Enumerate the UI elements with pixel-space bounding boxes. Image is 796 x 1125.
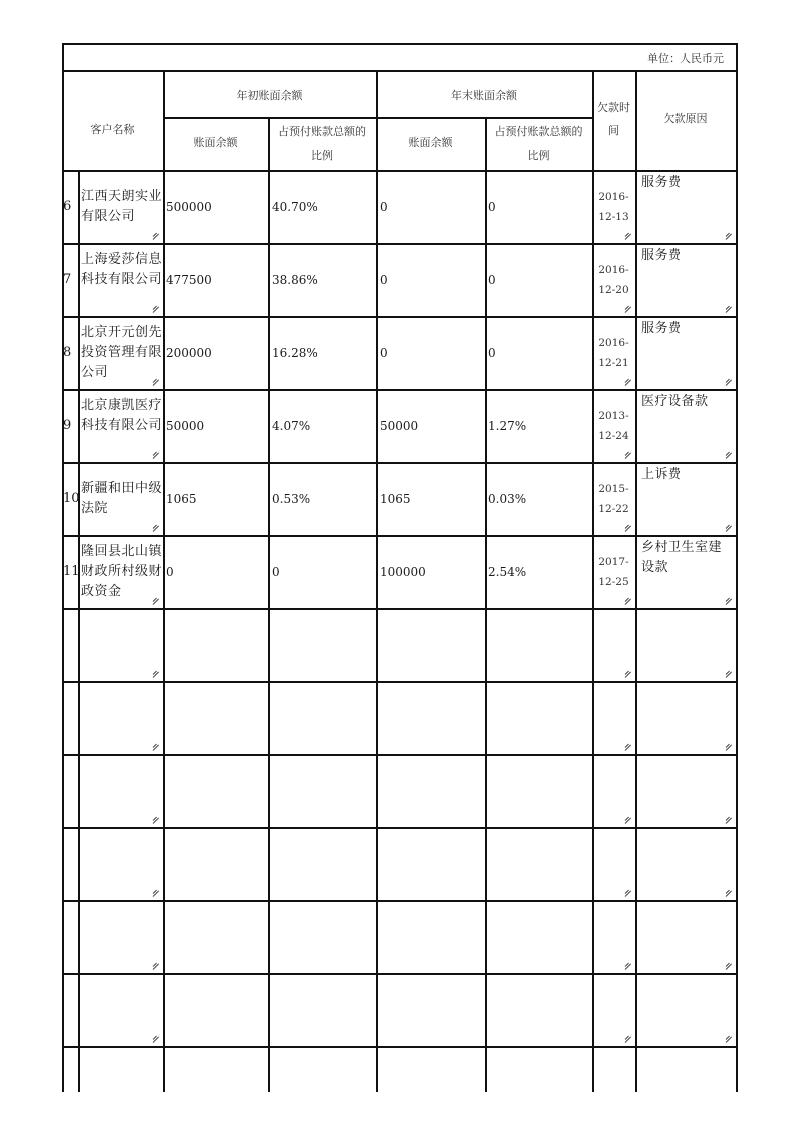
opening-ratio: 4.07% — [272, 418, 311, 433]
grid-line-horizontal — [62, 43, 736, 45]
cell-corner-mark — [153, 890, 160, 897]
row-index: 7 — [63, 271, 72, 287]
closing-ratio-header-line2: 比例 — [527, 149, 550, 162]
cell-corner-mark — [625, 306, 632, 313]
unit-label: 单位：人民币元 — [647, 52, 724, 65]
customer-name: 北京康凯医疗科技有限公司 — [81, 397, 163, 433]
overdue-reason: 上诉费 — [641, 467, 682, 482]
row-index: 10 — [63, 490, 80, 506]
cell-corner-mark — [153, 452, 160, 459]
row-index: 11 — [63, 563, 80, 579]
opening-ratio-header-line1: 占预付账款总额的 — [278, 125, 366, 138]
customer-name: 江西天朗实业有限公司 — [81, 188, 163, 224]
overdue-date-year: 2016- — [598, 336, 629, 349]
cell-corner-mark — [625, 817, 632, 824]
cell-corner-mark — [153, 744, 160, 751]
cell-corner-mark — [153, 963, 160, 970]
customer-name: 北京开元创先投资管理有限公司 — [81, 324, 163, 380]
closing-ratio: 0 — [488, 272, 496, 287]
opening-balance: 200000 — [166, 345, 212, 360]
cell-corner-mark — [625, 890, 632, 897]
customer-name-header: 客户名称 — [90, 123, 135, 136]
opening-balance: 1065 — [166, 491, 197, 506]
opening-ratio: 38.86% — [272, 272, 318, 287]
cell-corner-mark — [153, 598, 160, 605]
row-index: 9 — [63, 417, 72, 433]
opening-balance: 50000 — [166, 418, 205, 433]
cell-corner-mark — [153, 306, 160, 313]
cell-corner-mark — [726, 525, 733, 532]
cell-corner-mark — [726, 817, 733, 824]
closing-balance: 100000 — [380, 564, 426, 579]
cell-corner-mark — [625, 379, 632, 386]
closing-balance: 50000 — [380, 418, 419, 433]
overdue-date-year: 2016- — [598, 263, 629, 276]
overdue-time-header-line2: 间 — [608, 124, 619, 137]
cell-corner-mark — [726, 379, 733, 386]
cell-corner-mark — [625, 233, 632, 240]
overdue-date-day: 12-20 — [598, 283, 629, 296]
cell-corner-mark — [625, 671, 632, 678]
closing-balance: 0 — [380, 272, 388, 287]
overdue-reason: 乡村卫生室建设款 — [641, 540, 723, 575]
overdue-time-header-line1: 欠款时 — [597, 101, 630, 114]
closing-book-balance-header: 账面余额 — [408, 136, 453, 149]
opening-ratio: 0 — [272, 564, 280, 579]
cell-corner-mark — [153, 233, 160, 240]
overdue-date-year: 2013- — [598, 409, 629, 422]
opening-ratio: 0.53% — [272, 491, 311, 506]
customer-name: 上海爱莎信息科技有限公司 — [81, 251, 163, 287]
overdue-reason: 服务费 — [641, 248, 682, 263]
cell-corner-mark — [153, 1036, 160, 1043]
opening-ratio: 16.28% — [272, 345, 318, 360]
overdue-date-day: 12-21 — [598, 356, 629, 369]
opening-balance-group-header: 年初账面余额 — [236, 89, 303, 102]
cell-corner-mark — [726, 233, 733, 240]
cell-corner-mark — [625, 452, 632, 459]
cell-corner-mark — [153, 817, 160, 824]
overdue-date-day: 12-24 — [598, 429, 629, 442]
overdue-date-day: 12-13 — [598, 210, 629, 223]
overdue-date-day: 12-25 — [598, 575, 629, 588]
cell-corner-mark — [726, 890, 733, 897]
cell-corner-mark — [625, 525, 632, 532]
grid-line-vertical — [736, 43, 738, 1092]
closing-ratio: 0 — [488, 345, 496, 360]
closing-ratio: 2.54% — [488, 564, 527, 579]
cell-corner-mark — [726, 306, 733, 313]
cell-corner-mark — [625, 963, 632, 970]
cell-corner-mark — [726, 452, 733, 459]
cell-corner-mark — [153, 671, 160, 678]
grid-line-vertical — [78, 170, 80, 1092]
overdue-date-year: 2016- — [598, 190, 629, 203]
overdue-date-year: 2015- — [598, 482, 629, 495]
opening-balance: 0 — [166, 564, 174, 579]
grid-line-vertical — [268, 117, 270, 1092]
overdue-date-day: 12-22 — [598, 502, 629, 515]
closing-balance: 0 — [380, 199, 388, 214]
cell-corner-mark — [153, 525, 160, 532]
row-index: 6 — [63, 198, 72, 214]
overdue-reason-header: 欠款原因 — [663, 112, 708, 125]
grid-line-vertical — [485, 117, 487, 1092]
cell-corner-mark — [726, 671, 733, 678]
cell-corner-mark — [153, 379, 160, 386]
opening-ratio-header-line2: 比例 — [311, 149, 333, 162]
cell-corner-mark — [726, 598, 733, 605]
customer-name: 新疆和田中级法院 — [81, 480, 163, 516]
closing-balance: 0 — [380, 345, 388, 360]
opening-balance: 477500 — [166, 272, 212, 287]
cell-corner-mark — [726, 744, 733, 751]
opening-ratio: 40.70% — [272, 199, 318, 214]
cell-corner-mark — [625, 1036, 632, 1043]
grid-line-vertical — [635, 70, 637, 1092]
closing-ratio: 0.03% — [488, 491, 527, 506]
overdue-reason: 服务费 — [641, 321, 682, 336]
cell-corner-mark — [726, 1036, 733, 1043]
opening-book-balance-header: 账面余额 — [193, 136, 238, 149]
overdue-reason: 医疗设备款 — [641, 394, 709, 409]
closing-balance-group-header: 年末账面余额 — [451, 89, 517, 102]
grid-line-vertical — [376, 70, 378, 1092]
closing-ratio-header-line1: 占预付账款总额的 — [494, 125, 583, 138]
customer-name: 隆回县北山镇财政所村级财政资金 — [81, 543, 163, 599]
opening-balance: 500000 — [166, 199, 212, 214]
overdue-date-year: 2017- — [598, 555, 629, 568]
row-index: 8 — [63, 344, 72, 360]
closing-balance: 1065 — [380, 491, 411, 506]
closing-ratio: 0 — [488, 199, 496, 214]
grid-line-vertical — [163, 70, 165, 1092]
closing-ratio: 1.27% — [488, 418, 527, 433]
overdue-reason: 服务费 — [641, 175, 682, 190]
cell-corner-mark — [625, 598, 632, 605]
cell-corner-mark — [726, 963, 733, 970]
cell-corner-mark — [625, 744, 632, 751]
